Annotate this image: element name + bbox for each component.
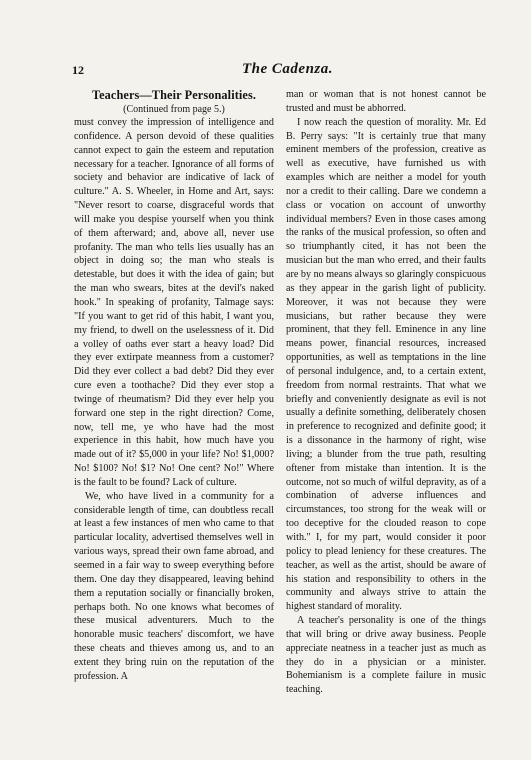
page-number: 12 (72, 63, 84, 77)
left-column (74, 88, 274, 684)
paragraph: A teacher's personality is one of the things that will bring or drive away business. People appreciate neatness in a teacher just as much as they do in a physician or a minister. Bohemianism is a complete failure in music teaching. (286, 615, 486, 696)
page-header (72, 63, 491, 81)
paragraph: man or woman that is not honest cannot be trusted and must be abhorred. (286, 89, 486, 114)
continued-note: (Continued from page 5.) (123, 104, 225, 115)
paragraph: must convey the impression of intelligence and confidence. A person devoid of these qualities cannot expect to gain the esteem and reputation necessary for a teacher. Ignorance of all forms of society and behavior are indicative of lack of culture." A. S. Wheeler, in Home and Art, says: "Never resort to coarse, disgraceful words that will make you despise yourself when you think of them afterward; and, above all, never use profanity. The man who tells lies usually has an object in doing so; the man who steals is detestable, but does it with the idea of gain; but the man who swears, bites at the devil's naked hook." In speaking of profanity, Talmage says: "If you want to get rid of this habit, I want you, my friend, to dwell on the uselessness of it. Did a volley of oaths ever start a heavy load? Did they ever extirpate meanness from a customer? Did they ever collect a bad debt? Did they ever cure even a toothache? Did they ever stop a twinge of rheumatism? Did they ever help you forward one step in the right direction? Come, now, tell me, ye who have had the most experience in this habit, how much have you made out of it? $5,000 in your life? No! $1,000? No! $100? No! $1? No! One cent? No!" Where is the fault to be found? Lack of culture. (74, 117, 274, 488)
magazine-title: The Cadenza. (242, 61, 334, 77)
right-column (286, 88, 486, 697)
article-title: Teachers—Their Personalities. (91, 88, 257, 102)
paragraph: I now reach the question of morality. Mr. Ed B. Perry says: "It is certainly true that many eminent members of the profession, creative as well as executive, have furnished us with examples which are neither a model for youth nor a credit to their calling. Dare we condemn a class or vocation on account of unworthy individual members? Even in those cases among the ranks of the musical profession, so often and so triumphantly cited, it has not been the musician but the man who erred, and their faults are by no means always so glaringly conspicuous as they appear in the garish light of publicity. Moreover, it was not because they were musicians, but rather because they were prominent, that they fell. Eminence in any line means power, financial resources, increased opportunities, as well as temptations in the line of personal indulgence, and, to a certain extent, freedom from normal restraints. That what we briefly and conveniently designate as evil is not usually a definite something, deliberately chosen in preference to recognized and definite good; it is a dissonance in the harmony of right, wise living; a blunder from the true path, resulting oftener from mistake than intention. It is the outcome, not so much of wilful depravity, as of a combination of adverse influences and circumstances, too strong for the weak will or too deceptive for the clouded reason to cope with." I, for my part, would consider it poor policy to plead leniency for these creatures. The teacher, as well as the artist, should be aware of his station and responsibility to others in the community and always strive to attain the highest standard of morality. (286, 116, 486, 613)
paragraph: We, who have lived in a community for a considerable length of time, can doubtless recall at least a few instances of men who came to that particular locality, advertised themselves well in various ways, spread their own fame abroad, and seemed in a fair way to sweep everything before them. One day they disappeared, leaving behind them a reputation socially or financially broken, perhaps both. No one knows what becomes of these musical adventurers. Much to the honorable music teachers' discomfort, we have these cheats and thieves among us, and to an extent they bring ruin on the reputation of the profession. A (74, 490, 274, 682)
